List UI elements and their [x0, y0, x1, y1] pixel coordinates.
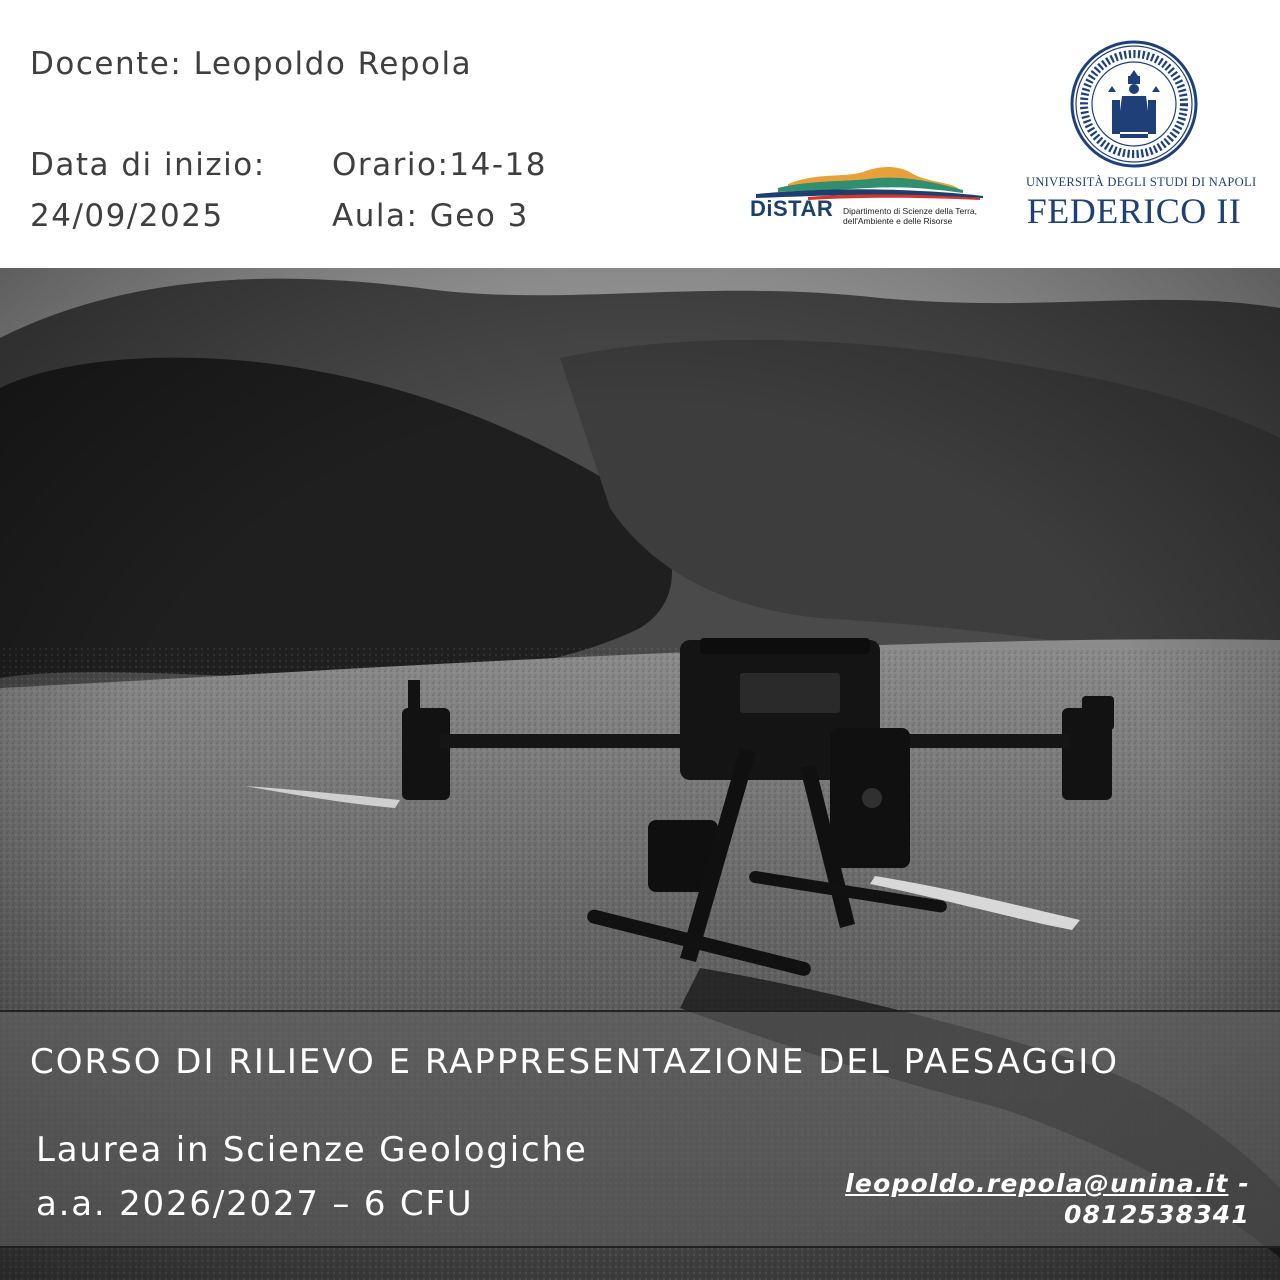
academic-year-credits: a.a. 2026/2027 – 6 CFU: [36, 1184, 474, 1224]
university-name-top: UNIVERSITÀ DEGLI STUDI DI NAPOLI: [1026, 175, 1257, 189]
degree-program: Laurea in Scienze Geologiche: [36, 1130, 588, 1170]
university-seal-icon: [1070, 40, 1198, 168]
course-title: CORSO DI RILIEVO E RAPPRESENTAZIONE DEL PAESAGGIO: [30, 1042, 1120, 1082]
distar-landscape-icon: [748, 160, 988, 200]
distar-subtitle: [843, 206, 977, 226]
distar-subtitle-line2: dell'Ambiente e delle Risorse: [843, 216, 953, 226]
contact-separator: -: [1228, 1169, 1250, 1198]
distar-logo: [748, 160, 988, 232]
distar-name: DiSTAR: [750, 196, 834, 221]
phone-number: 0812538341: [1064, 1200, 1250, 1229]
classroom: Aula: Geo 3: [332, 198, 529, 234]
start-date-value: 24/09/2025: [30, 198, 224, 234]
university-name-main: FEDERICO II: [1026, 191, 1242, 231]
email-link[interactable]: leopoldo.repola@unina.it: [845, 1169, 1229, 1198]
distar-subtitle-line1: Dipartimento di Scienze della Terra,: [843, 206, 978, 216]
contact-info: [845, 1168, 1250, 1230]
header: [0, 0, 1280, 268]
start-date-label: Data di inizio:: [30, 147, 266, 183]
schedule-hours: Orario:14-18: [332, 147, 547, 183]
teacher-name: Docente: Leopoldo Repola: [30, 46, 473, 82]
